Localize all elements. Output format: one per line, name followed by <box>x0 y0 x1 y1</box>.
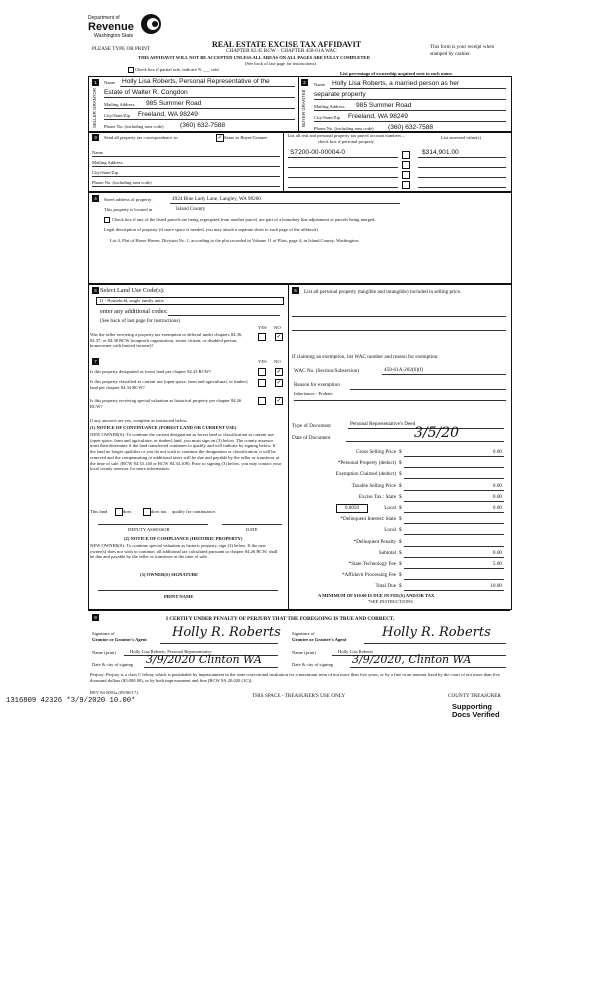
buyer-name-2[interactable]: separate property <box>314 91 366 98</box>
yes-header-2: YES <box>258 359 267 364</box>
fee-row-label: Taxable Selling Price <box>351 482 396 489</box>
fee-row-value[interactable]: 0.00 <box>492 493 502 500</box>
supporting-docs-stamp: Supporting Docs Verified <box>452 702 500 719</box>
section-3-number: 3 <box>92 134 99 141</box>
section-4-number: 4 <box>92 195 99 202</box>
q-open-yes[interactable] <box>258 379 266 387</box>
s3-name-label: Name <box>92 150 103 155</box>
q-exemption-no[interactable]: ✓ <box>276 334 282 340</box>
q-historic-no[interactable]: ✓ <box>276 398 282 404</box>
qualify-label: qualify for continuance. <box>172 509 217 514</box>
legal-label: Legal description of property (if more space is needed, you may attach a separate sheet to each page of the affidavit) <box>104 227 318 232</box>
fee-row-dollar: $ <box>399 482 402 489</box>
fee-row-label: Gross Selling Price <box>355 449 396 455</box>
fee-row-value[interactable]: 0.00 <box>492 505 502 511</box>
please-type: PLEASE TYPE OR PRINT <box>92 46 150 52</box>
section-5b-number: 7 <box>92 358 99 365</box>
legal-description[interactable]: Lot 4, Plat of Horse Haven, Division No. 1, according to the plat recorded in Volume 11 of Plats, page 4, in Island County, Washington. <box>110 238 359 243</box>
fee-row-label: *State Technology Fee <box>348 561 396 567</box>
print-name-label: PRINT NAME <box>164 594 194 599</box>
grantee-sig-label2: Grantee or Grantee's Agent <box>292 637 347 642</box>
fee-row-label: *Delinquent Interest: State <box>340 516 396 523</box>
doc-type-label: Type of Document <box>292 423 331 429</box>
q-exemption-yes[interactable] <box>258 333 266 341</box>
assessed-value[interactable]: $314,901.00 <box>422 149 459 156</box>
warning-line: THIS AFFIDAVIT WILL NOT BE ACCEPTED UNLESS ALL AREAS ON ALL PAGES ARE FULLY COMPLETED <box>138 55 370 60</box>
revenue-logo-icon <box>140 13 162 35</box>
wac-label: WAC No. (Section/Subsection) <box>294 368 359 374</box>
assessed-header: List assessed value(s) <box>441 135 481 140</box>
seller-address[interactable]: 985 Summer Road <box>146 100 202 107</box>
partial-sale-label: Check box if partial sale, indicate % ___ sold. <box>135 67 220 72</box>
buyer-name[interactable]: Holly Lisa Roberts, a married person as her <box>332 80 460 87</box>
s3-city-label: City/State/Zip <box>92 170 119 175</box>
buyer-city[interactable]: Freeland, WA 98249 <box>348 113 408 120</box>
fee-row-dollar: $ <box>399 561 402 567</box>
yes-header-1: YES <box>258 325 267 330</box>
same-as-buyer-checkbox[interactable]: ✓ <box>217 135 223 141</box>
no-header-2: NO <box>274 359 281 364</box>
local-rate-box[interactable]: 0.0050 <box>336 504 368 513</box>
located-label: This property is located in <box>104 207 153 212</box>
see-instructions: *SEE INSTRUCTIONS <box>368 599 413 604</box>
seller-name-label: Name <box>104 80 115 85</box>
segregation-checkbox[interactable] <box>104 217 110 223</box>
seller-city[interactable]: Freeland, WA 98249 <box>138 111 198 118</box>
q-exemption: Was the seller receiving a property tax exemption or deferral under chapters 84.36, 84.37, or 84.38 RCW (nonprofit organization, senior citizen, or disabled person, homeowner with limited income)? <box>90 332 243 349</box>
treasurer-space: THIS SPACE - TREASURER'S USE ONLY <box>252 693 346 699</box>
section-5-number: 5 <box>92 287 99 294</box>
doc-type[interactable]: Personal Representative's Deed <box>350 421 416 427</box>
does-not-checkbox[interactable] <box>143 508 151 516</box>
buyer-name-label: Name <box>314 82 325 87</box>
parcel-header: List all real and personal property tax parcel account numbers – check box if personal property <box>287 133 405 144</box>
land-use-label: Select Land Use Code(s): <box>100 287 165 294</box>
personal-property-label: List all personal property (tangible and intangible) included in selling price. <box>304 289 462 295</box>
fee-row-dollar: $ <box>399 505 402 511</box>
dept-line1: Department of <box>88 15 120 21</box>
fee-row-label: Local <box>384 505 396 511</box>
notice1-title: (1) NOTICE OF CONTINUANCE (FOREST LAND OR CURRENT USE) <box>90 425 237 430</box>
section-2-number: 2 <box>301 79 308 86</box>
parcel4-checkbox[interactable] <box>402 181 410 189</box>
parcel3-checkbox[interactable] <box>402 171 410 179</box>
partial-sale-checkbox[interactable] <box>128 67 134 73</box>
grantee-sig-label1: Signature of <box>292 631 315 636</box>
segregation-label: Check box if any of the listed parcels are being segregated from another parcel, are part of a boundary line adjustment or parcels being merged. <box>112 217 376 222</box>
fee-row-dollar: $ <box>399 460 402 467</box>
minimum-note: A MINIMUM OF $10.00 IS DUE IN FEE(S) AND/OR TAX <box>318 593 435 598</box>
parcel2-checkbox[interactable] <box>402 161 410 169</box>
q-historic-yes[interactable] <box>258 397 266 405</box>
deputy-assessor-label: DEPUTY ASSESSOR <box>128 527 170 532</box>
fee-row-label: Excise Tax : State <box>358 493 396 500</box>
fee-row-value[interactable]: 0.00 <box>492 449 502 455</box>
buyer-phone[interactable]: (360) 632-7588 <box>388 124 434 131</box>
additional-codes-label: enter any additional codes: <box>100 308 168 315</box>
q-forest: Is this property designated as forest land per chapter 84.33 RCW? <box>90 369 212 374</box>
s3-mailing-label: Mailing Address <box>92 160 123 165</box>
grantor-sig-label1: Signature of <box>92 631 115 636</box>
seller-phone[interactable]: (360) 632-7588 <box>180 122 226 129</box>
form-title: REAL ESTATE EXCISE TAX AFFIDAVIT <box>212 40 362 49</box>
notice2-body: NEW OWNER(S): To continue special valuation as historic property, sign (3) below. If the new owner(s) does not wish to continue, all additional tax calculated pursuant to chapter 84.26 RCW, shall be due and payable by the seller or transferor at the time of sale. <box>90 543 278 560</box>
fee-row-dollar: $ <box>399 583 402 590</box>
fee-row-label: *Affidavit Processing Fee <box>341 572 396 579</box>
grantee-print-name[interactable]: Holly Lisa Roberts <box>338 649 373 654</box>
does-not-label: does not <box>151 509 167 514</box>
parcel-number[interactable]: S7200-00-00004-0 <box>290 149 345 156</box>
land-use-select[interactable]: 11 - Household, single family units <box>96 297 284 305</box>
see-back: (See back of last page for instructions) <box>245 61 316 66</box>
does-checkbox[interactable] <box>115 508 123 516</box>
doc-date[interactable]: 3/5/20 <box>414 425 460 441</box>
fee-row-value[interactable]: 0.00 <box>492 549 502 556</box>
parcel1-checkbox[interactable] <box>402 151 410 159</box>
buyer-address[interactable]: 985 Summer Road <box>356 102 412 109</box>
q-open-no[interactable]: ✓ <box>276 380 282 386</box>
fee-row-dollar: $ <box>399 471 402 478</box>
dept-line2: Revenue <box>88 21 134 33</box>
fee-row-dollar: $ <box>399 572 402 579</box>
fee-row-dollar: $ <box>399 493 402 500</box>
same-as-buyer-label: Same as Buyer/Grantee <box>224 135 268 140</box>
seller-name-2[interactable]: Estate of Walter R. Congdon <box>104 89 188 96</box>
owner-signature-label: (3) OWNER(S) SIGNATURE <box>140 572 199 577</box>
does-label: does <box>123 509 132 514</box>
grantor-date-label: Date & city of signing <box>92 662 134 667</box>
assessor-date-label: DATE <box>246 527 258 532</box>
fee-row-label: Total Due <box>375 583 396 590</box>
grantee-name-label: Name (print) <box>292 650 316 655</box>
q-forest-yes[interactable] <box>258 368 266 376</box>
fee-row-value[interactable]: 5.00 <box>492 561 502 567</box>
fee-row-label: *Personal Property (deduct) <box>337 460 396 467</box>
section-6-number: 6 <box>292 287 299 294</box>
buyer-side-label: BUYER GRANTEE <box>301 89 306 127</box>
no-header-1: NO <box>274 325 281 330</box>
buyer-phone-label: Phone No. (including area code) <box>314 126 374 131</box>
grantee-date-label: Date & city of signing <box>292 662 334 667</box>
revenue-logo <box>88 13 168 43</box>
notice2-title: (2) NOTICE OF COMPLIANCE (HISTORIC PROPERTY) <box>124 536 243 541</box>
exemption-label: If claiming an exemption, list WAC number and reason for exemption: <box>292 354 439 360</box>
certify-statement: I CERTIFY UNDER PENALTY OF PERJURY THAT THE FOREGOING IS TRUE AND CORRECT. <box>166 616 395 622</box>
section-8-number: 8 <box>92 614 99 621</box>
grantor-sig-label2: Grantor or Grantor's Agent <box>92 637 147 642</box>
seller-name[interactable]: Holly Lisa Roberts, Personal Representative of the <box>122 78 270 85</box>
send-correspondence-label: Send all property tax correspondence to: <box>104 135 179 140</box>
fee-row-dollar: $ <box>399 516 402 523</box>
land-does-label: This land <box>90 509 108 514</box>
land-use-see-back: (See back of last page for instructions) <box>100 318 181 324</box>
receipt-stamp: 1316809 42326 *3/9/2020 10.00* <box>6 697 136 705</box>
grantor-name-label: Name (print) <box>92 650 116 655</box>
chapter-line: CHAPTER 82.45 RCW – CHAPTER 458-61A WAC <box>226 48 337 54</box>
fee-row-dollar: $ <box>399 527 402 534</box>
q-forest-no[interactable]: ✓ <box>276 369 282 375</box>
fee-row-label: *Delinquent Penalty <box>353 538 396 545</box>
seller-address-label: Mailing Address <box>104 102 135 107</box>
grantee-signature[interactable]: Holly R. Roberts <box>382 625 491 640</box>
form-number: REV 84 0001a (09/06/17) <box>90 690 138 695</box>
county[interactable]: Island County <box>176 206 206 212</box>
if-yes-note: If any answers are yes, complete as instructed below. <box>90 418 188 423</box>
fee-row-value[interactable]: 10.00 <box>490 583 502 590</box>
s3-phone-label: Phone No. (including area code) <box>92 180 152 185</box>
seller-phone-label: Phone No. (including area code) <box>104 124 164 129</box>
reason-label: Reason for exemption <box>294 382 340 388</box>
grantor-date-city[interactable]: 3/9/2020 Clinton WA <box>146 653 262 666</box>
street-address[interactable]: 4924 Blue Lady Lane, Langley, WA 98260 <box>172 196 261 202</box>
wac-number[interactable]: 458-61A-202(6)(f) <box>384 367 424 373</box>
street-label: Street address of property: <box>104 197 153 202</box>
doc-date-label: Date of Document <box>292 435 331 441</box>
seller-side-label: SELLER GRANTOR <box>92 88 97 128</box>
perjury-note: Perjury: Perjury is a class C felony which is punishable by imprisonment in the state correctional institution for a maximum term of not more than five years, or by a fine in an amount fixed by the court of not more than five thousand dollars ($5,000.00), or by both imprisonment and fine (RCW 9A.20.020 (1C)). <box>90 672 500 683</box>
receipt-note: This form is your receipt when stamped by cashier. <box>430 44 495 57</box>
seller-city-label: City/State/Zip <box>104 113 131 118</box>
buyer-city-label: City/State/Zip <box>314 115 341 120</box>
grantor-print-name[interactable]: Holly Lisa Roberts, Personal Representative <box>130 649 212 654</box>
county-treasurer: COUNTY TREASURER <box>448 693 501 699</box>
ownership-note: List percentage of ownership acquired next to each name. <box>340 71 453 76</box>
grantor-signature[interactable]: Holly R. Roberts <box>172 625 281 640</box>
q-historic: Is this property receiving special valuation as historical property per chapter 84.26 RCW? <box>90 398 242 409</box>
dept-line3: Washington State <box>94 33 134 39</box>
fee-row-dollar: $ <box>399 549 402 556</box>
q-open-space: Is this property classified as current use (open space, farm and agricultural, or timber) land per chapter 84.34 RCW? <box>90 379 248 390</box>
fee-row-dollar: $ <box>399 538 402 545</box>
fee-row-label: Subtotal <box>378 549 396 556</box>
notice1-body: NEW OWNER(S): To continue the current designation as forest land or classification as current use (open space, farm and agriculture, or timber) land, you must sign on (3) below. The county assessor must then determine if the land transferred continues to qualify and will indicate by signing below. If the land no longer qualifies or you do not wish to continue the designation or classification, it will be removed and the compensating or additional taxes will be due and payable by the seller or transferor at the time of sale. (RCW 84.33.140 or RCW 84.34.108). Prior to signing (3) below, you may contact your local county assessor for more information. <box>90 432 282 472</box>
section-1-number: 1 <box>92 79 99 86</box>
buyer-address-label: Mailing Address <box>314 104 345 109</box>
fee-row-dollar: $ <box>399 449 402 455</box>
exemption-reason[interactable]: Inheritance - Probate <box>294 391 333 396</box>
grantee-date-city[interactable]: 3/9/2020, Clinton WA <box>352 653 472 666</box>
fee-row-label: Exemption Claimed (deduct) <box>335 471 396 478</box>
fee-row-label: Local <box>384 527 396 534</box>
fee-row-value[interactable]: 0.00 <box>492 482 502 489</box>
